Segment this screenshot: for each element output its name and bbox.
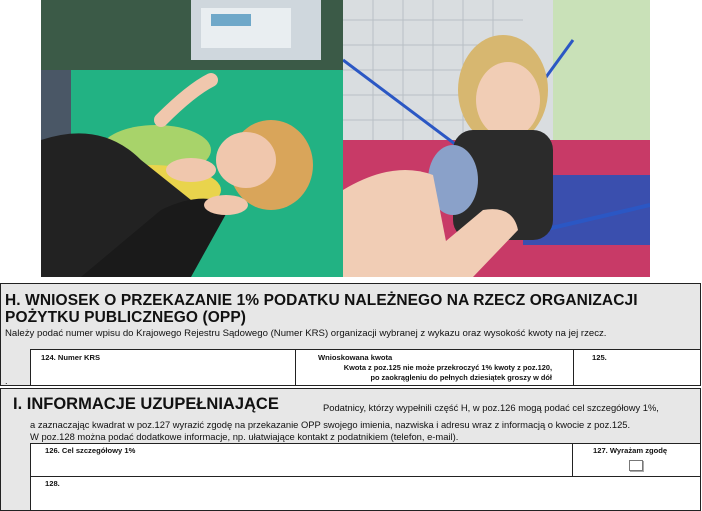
field-124-krs[interactable] (30, 349, 296, 386)
amount-info-cell (295, 349, 574, 386)
field-125-amount[interactable] (573, 349, 701, 386)
field-126-goal[interactable] (30, 443, 573, 477)
consent-checkbox[interactable] (629, 460, 643, 471)
section-h-title: H. WNIOSEK O PRZEKAZANIE 1% PODATKU NALEŻNEGO NA RZECZ ORGANIZACJI POŻYTKU PUBLICZNEGO (OPP) (5, 292, 638, 326)
field-128-label: 128. (45, 479, 60, 488)
section-i-line-3: W poz.128 można podać dodatkowe informacje, np. ułatwiające kontakt z podatnikiem (telefon, e-mail). (30, 431, 459, 442)
amount-rule-2: po zaokrągleniu do pełnych dziesiątek groszy w dół (370, 373, 552, 382)
section-i-title: I. INFORMACJE UZUPEŁNIAJĄCE (13, 395, 279, 413)
field-124-label: 124. Numer KRS (41, 353, 101, 362)
tax-form (0, 283, 702, 511)
field-125-label: 125. (592, 353, 607, 362)
section-i-line-1: Podatnicy, którzy wypełnili część H, w poz.126 mogą podać cel szczegółowy 1%, (323, 402, 659, 413)
field-126-label: 126. Cel szczegółowy 1% (45, 446, 136, 455)
row-marker: . (5, 376, 8, 386)
field-127-consent (572, 443, 701, 477)
field-128-additional-info[interactable] (30, 476, 701, 511)
amount-rule-1: Kwota z poz.125 nie może przekroczyć 1% kwoty z poz.120, (343, 363, 552, 372)
section-h-note: Należy podać numer wpisu do Krajowego Rejestru Sądowego (Numer KRS) organizacji wybranej z wykazu oraz wysokość kwoty na jej rzecz. (5, 328, 607, 339)
amount-title: Wnioskowana kwota (318, 353, 393, 362)
photo-child-massage (41, 0, 343, 277)
section-i-line-2: a zaznaczając kwadrat w poz.127 wyrazić zgodę na przekazanie OPP swojego imienia, nazwiska i adresu wraz z informacją o kwocie z poz.125. (30, 419, 631, 430)
section-h (0, 283, 701, 386)
photo-child-therapy-suit (343, 0, 650, 277)
section-i (0, 388, 701, 511)
field-127-label: 127. Wyrażam zgodę (593, 446, 668, 455)
